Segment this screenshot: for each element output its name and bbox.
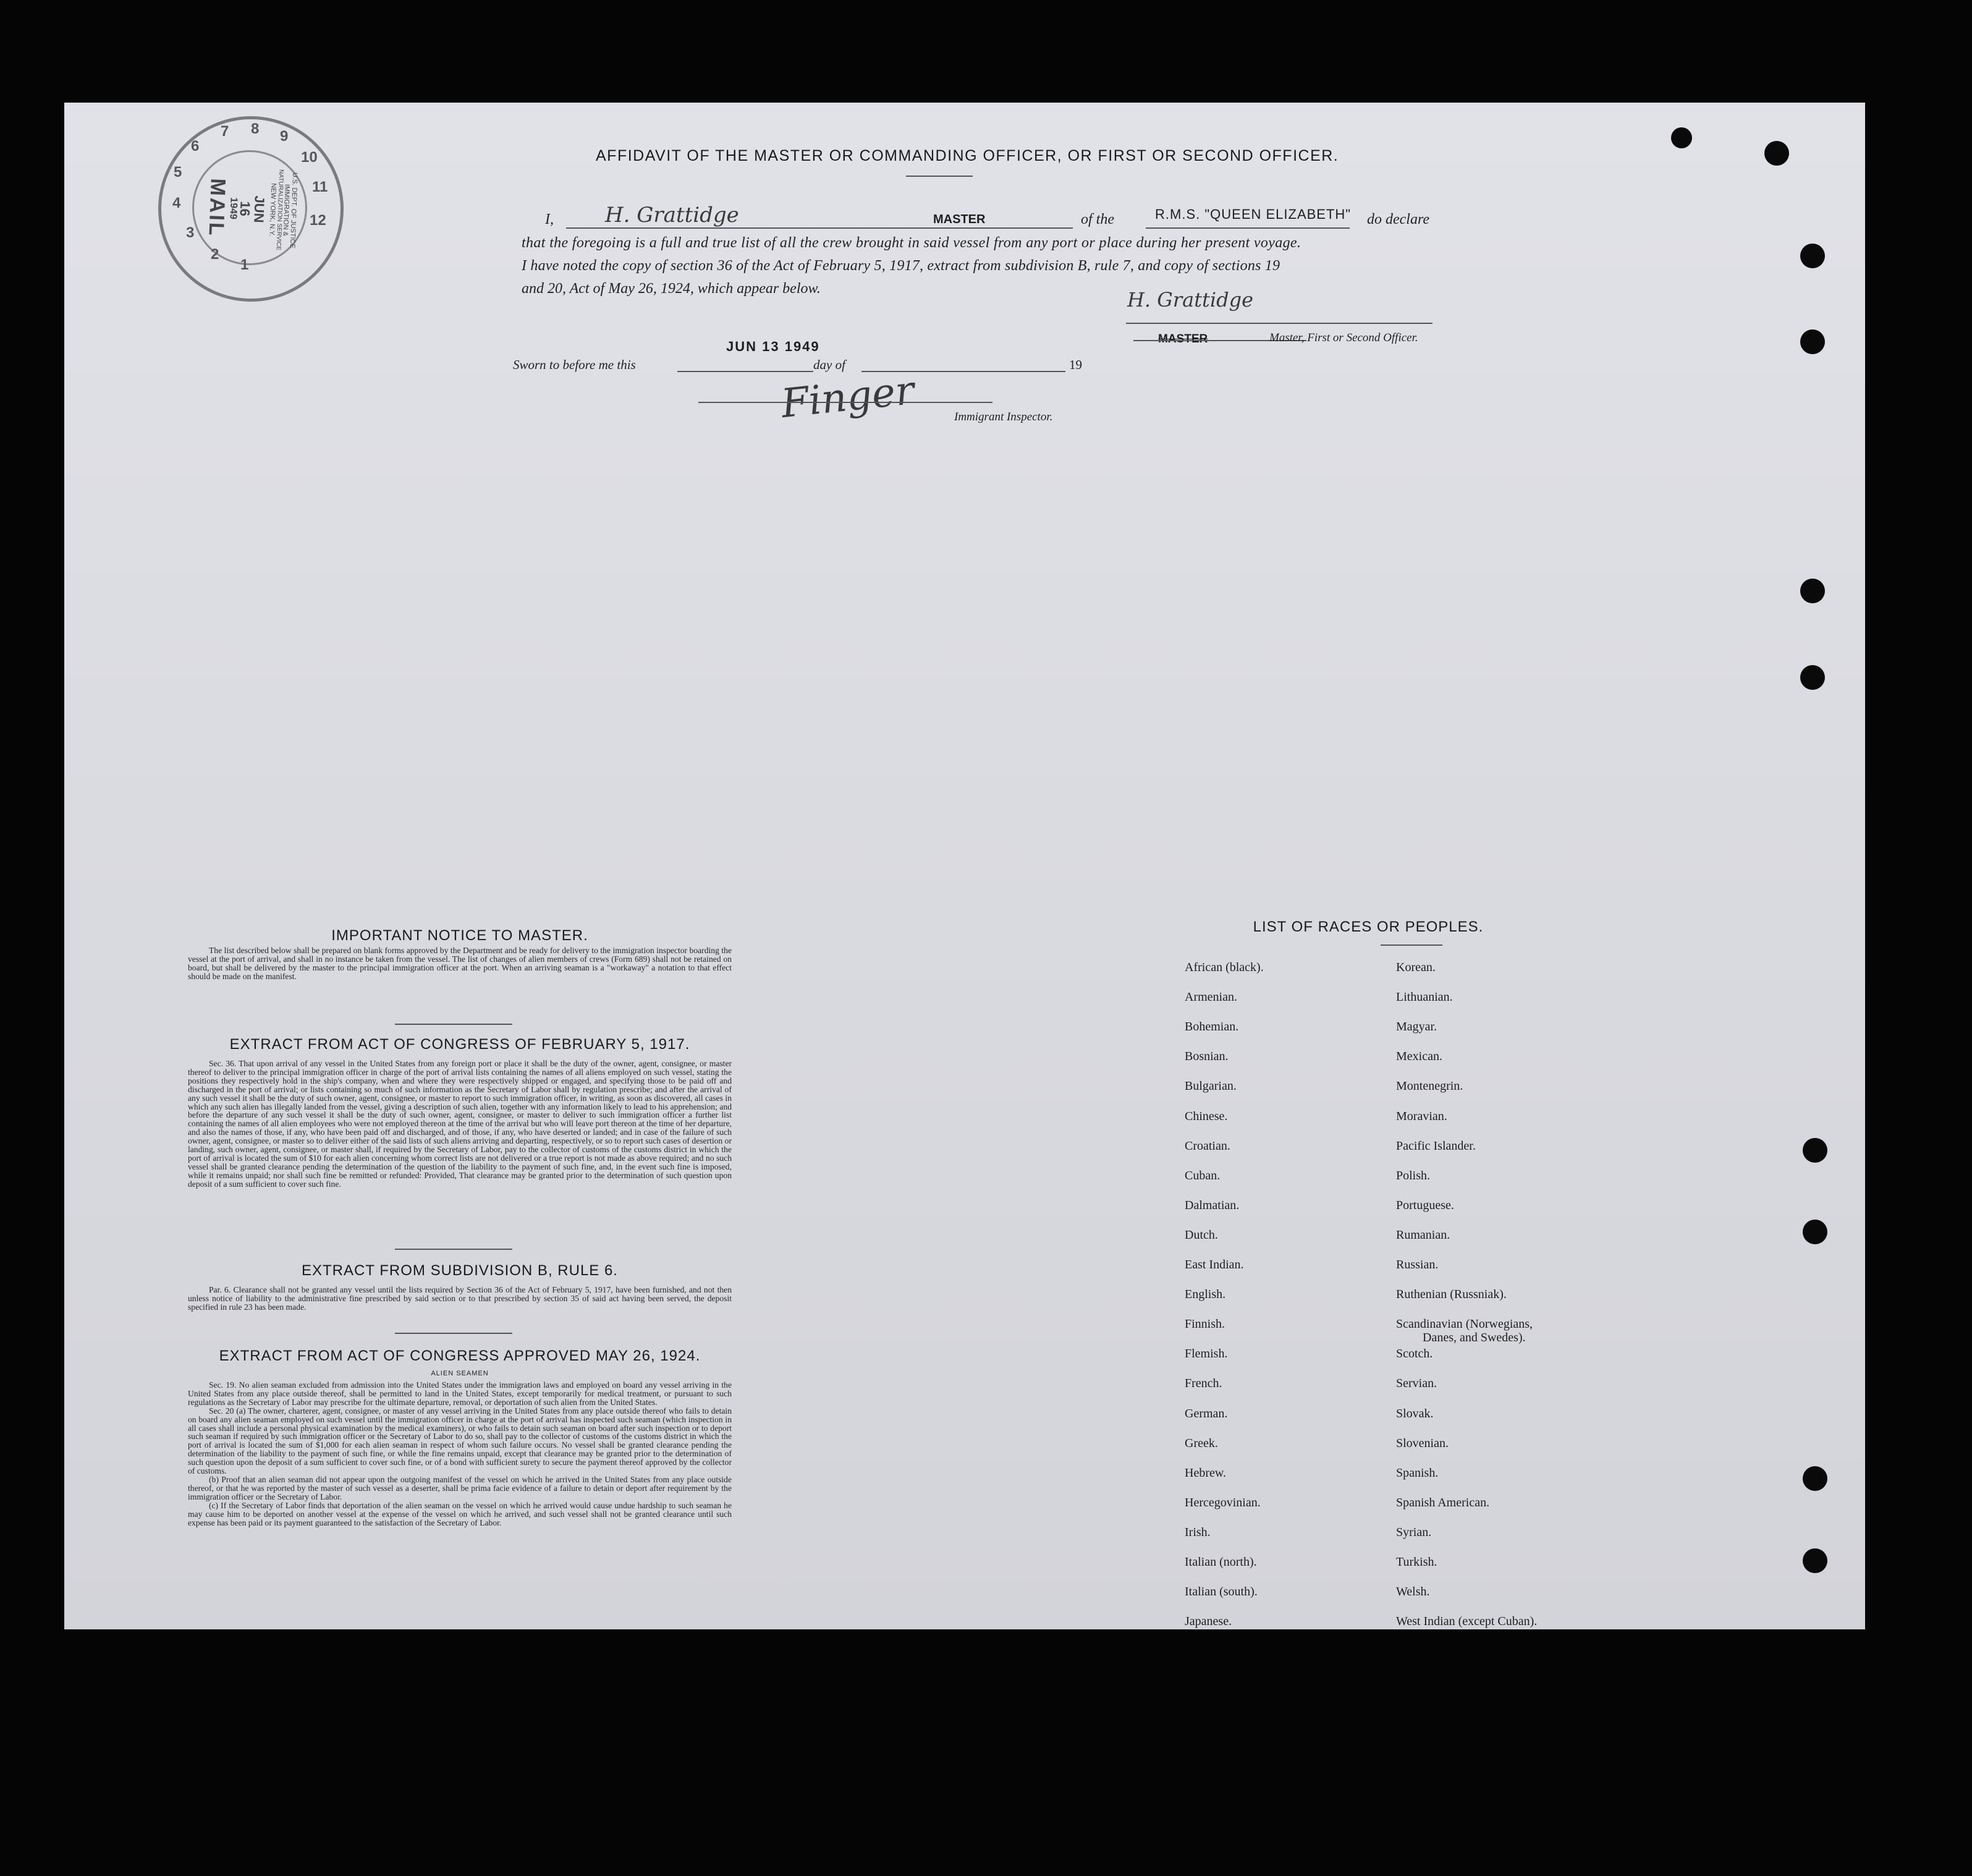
- section-divider: [395, 1333, 512, 1334]
- race-item: African (black).: [1185, 961, 1264, 974]
- race-item: Scotch.: [1396, 1347, 1433, 1361]
- stamp-ring-digit: 7: [221, 123, 229, 140]
- race-item: Bulgarian.: [1185, 1079, 1237, 1093]
- race-item: Bosnian.: [1185, 1050, 1229, 1064]
- notice-paragraph: The list described below shall be prepared on blank forms approved by the Department and be ready for delivery to the immigration inspector boarding the vessel at the port of arrival, and shall in no instance be taken from the vessel. The list of changes of alien members of crews (Form 689) shall not be retained on board, but shall be delivered by the master to the principal immigration officer at the port. When an arriving seaman is a "workaway" a notation to that effect should be made on the manifest.: [188, 946, 732, 981]
- race-item: Spanish.: [1396, 1466, 1439, 1480]
- manifest-page: [64, 103, 1865, 1629]
- race-item: Welsh.: [1396, 1585, 1430, 1599]
- race-item: Korean.: [1396, 961, 1436, 974]
- punch-hole: [1800, 579, 1825, 603]
- act-1924-sec-20c: (c) If the Secretary of Labor finds that deportation of the alien seaman on the vessel on which he arrived would cause undue hardship to such seaman he may cause him to be deported on another vessel at the expense of the vessel on which he arrived, and such vessel shall not be granted clearance until such expense has been paid or its payment guaranteed to the satisfaction of the Secretary of Labor.: [188, 1500, 732, 1527]
- stamp-year: 1949: [227, 197, 239, 220]
- act-1924-sec-20b: (b) Proof that an alien seaman did not appear upon the outgoing manifest of the vessel on which he arrived in the United States from any place outside thereof, or that he was reported by the master of such vessel as a deserter, shall be prima facie evidence of a failure to detain or deport after requirement by the immigration officer or the Secretary of Labor.: [188, 1474, 732, 1501]
- race-item-continued: Danes, and Swedes).: [1423, 1331, 1526, 1345]
- race-item: Croatian.: [1185, 1139, 1230, 1153]
- section-divider: [395, 1024, 512, 1025]
- act-1924-subtitle: ALIEN SEAMEN: [431, 1370, 489, 1377]
- race-item: Magyar.: [1396, 1020, 1437, 1034]
- name-underline: [566, 227, 1073, 229]
- race-item: English.: [1185, 1288, 1226, 1302]
- inspector-line: [698, 402, 992, 403]
- races-title-divider: [1381, 944, 1442, 946]
- race-item: Spanish American.: [1396, 1495, 1490, 1509]
- race-item: Ruthenian (Russniak).: [1396, 1288, 1507, 1302]
- sworn-date-underline: [677, 371, 813, 372]
- punch-hole: [1803, 1138, 1827, 1163]
- vessel-name: R.M.S. "QUEEN ELIZABETH": [1155, 206, 1352, 222]
- race-item: Dalmatian.: [1185, 1198, 1240, 1212]
- master-name-signature: H. Grattidge: [605, 203, 739, 227]
- stamp-ring-digit: 8: [251, 121, 260, 137]
- act-1924-text: [188, 1381, 732, 1527]
- race-item: Moravian.: [1396, 1109, 1447, 1123]
- stamp-ring-digit: 2: [211, 246, 219, 263]
- race-item: Scandinavian (Norwegians,: [1396, 1317, 1533, 1331]
- races-title: LIST OF RACES OR PEOPLES.: [1253, 919, 1484, 935]
- signature-line: [1126, 323, 1432, 324]
- race-item: Lithuanian.: [1396, 990, 1453, 1004]
- rule-6-paragraph: Par. 6. Clearance shall not be granted any vessel until the lists required by Section 36 of the Act of February 5, 1917, have been furnished, and not then unless notice of liability to the administrative fine prescribed by said section or to that prescribed by section 35 of said act having been served, the deposit specified in rule 23 has been made.: [188, 1285, 732, 1312]
- race-item: Irish.: [1185, 1525, 1211, 1539]
- race-item: Slovenian.: [1396, 1436, 1449, 1450]
- inspector-caption: Immigrant Inspector.: [954, 410, 1053, 423]
- race-item: Dutch.: [1185, 1228, 1218, 1242]
- race-item: Montenegrin.: [1396, 1079, 1463, 1093]
- race-item: French.: [1185, 1377, 1222, 1391]
- stamp-text: [158, 116, 344, 302]
- affidavit-line-3: I have noted the copy of section 36 of the Act of February 5, 1917, extract from subdivision B, rule 7, and copy of sections 19: [522, 258, 1280, 274]
- race-item: Rumanian.: [1396, 1228, 1450, 1242]
- affidavit-i-label: I,: [545, 211, 554, 227]
- punch-hole: [1764, 141, 1789, 166]
- master-signature: H. Grattidge: [1127, 288, 1254, 312]
- race-item: Pacific Islander.: [1396, 1139, 1476, 1153]
- race-item: Russian.: [1396, 1258, 1439, 1271]
- vessel-underline: [1146, 227, 1350, 229]
- race-item: Armenian.: [1185, 990, 1237, 1004]
- race-item: Italian (north).: [1185, 1555, 1257, 1569]
- title-divider: [906, 176, 973, 177]
- stamp-ring-digit: 4: [172, 195, 181, 211]
- act-1917-paragraph: Sec. 36. That upon arrival of any vessel in the United States from any foreign port or place it shall be the duty of the owner, agent, consignee, or master thereof to deliver to the principal immigration officer in charge of the port of arrival lists containing the names of all aliens employed on such vessel, stating the positions they respectively hold in the ship's company, when and where they were respectively shipped or engaged, and specifying those to be paid off and discharged in the port of arrival; or lists containing so much of such information as the Secretary of Labor shall by regulation prescribe; and after the arrival of any such vessel it shall be the duty of such owner, agent, consignee, or master to report to such immigration officer, in writing, as soon as discovered, all cases in which any such alien has illegally landed from the vessel, giving a description of such alien, together with any information likely to lead to his apprehension; and before the departure of any such vessel it shall be the duty of such owner, agent, consignee, or master to deliver to such immigration officer a further list containing the names of all alien employees who were not employed thereon at the time of the arrival but who will leave port thereon at the time of her departure, and also the names of those, if any, who have been paid off and discharged, and of those, if any, who have deserted or landed; and in case of the failure of such owner, agent, consignee, or master so to deliver either of the said lists of such aliens arriving and departing, respectively, or so to report such cases of desertion or landing, such owner, agent, consignee, or master shall, if required by the Secretary of Labor, pay to the collector of customs of the customs district in which the port of arrival is located the sum of $10 for each alien concerning whom correct lists are not delivered or a true report is not made as above required; and no such vessel shall be granted clearance pending the determination of the question of the liability to the payment of such fine, and, in the event such fine is imposed, while it remains unpaid; nor shall such fine be remitted or refunded: Provided, That clearance may be granted prior to the determination of such question upon deposit of a sum sufficient to cover such fine.: [188, 1059, 732, 1189]
- stamp-mail: MAIL: [204, 177, 230, 238]
- affidavit-title: AFFIDAVIT OF THE MASTER OR COMMANDING OFFICER, OR FIRST OR SECOND OFFICER.: [596, 147, 1339, 164]
- signer-caption: Master, First or Second Officer.: [1269, 331, 1418, 344]
- stamp-service-2: NATURALIZATION SERVICE: [274, 169, 285, 251]
- stamp-service: IMMIGRATION &: [281, 184, 291, 237]
- stamp-ring-digit: 11: [312, 179, 328, 195]
- punch-hole: [1800, 665, 1825, 690]
- section-divider: [395, 1249, 512, 1250]
- race-item: Mexican.: [1396, 1050, 1442, 1064]
- stamp-ring-digit: 12: [310, 212, 326, 229]
- affidavit-do-declare: do declare: [1367, 211, 1430, 227]
- affidavit-of-the: of the: [1081, 211, 1114, 227]
- race-item: Japanese.: [1185, 1615, 1232, 1629]
- race-item: Flemish.: [1185, 1347, 1228, 1361]
- stamp-dept: U.S. DEPT. OF JUSTICE: [288, 172, 299, 248]
- affidavit-line-4: and 20, Act of May 26, 1924, which appear below.: [522, 281, 821, 297]
- punch-hole: [1803, 1548, 1827, 1573]
- race-item: Cuban.: [1185, 1168, 1221, 1182]
- punch-hole: [1803, 1220, 1827, 1244]
- notice-title: IMPORTANT NOTICE TO MASTER.: [331, 927, 588, 944]
- act-1924-sec-20a: Sec. 20 (a) The owner, charterer, agent, consignee, or master of any vessel arriving in the United States from any place outside thereof who fails to detain on board any alien seaman employed on such vessel until the immigration officer in charge at the port of arrival has inspected such seaman (which inspection in all cases shall include a personal physical examination by the medical examiners), or who fails to detain such seaman on board after such inspection or to deport such seaman if required by such immigration officer or the Secretary of Labor to do so, shall pay to the collector of customs of the customs district in which the port of arrival is located the sum of $1,000 for each alien seaman in respect of whom such failure occurs. No vessel shall be granted clearance pending the determination of the liability to the payment of such fine, or while the fine remains unpaid, except that clearance may be granted prior to the determination of such question upon the deposit of a sum sufficient to cover such fine, or of a bond with sufficient surety to secure the payment thereof approved by the collector of customs.: [188, 1406, 732, 1476]
- race-item: East Indian.: [1185, 1258, 1244, 1271]
- race-item: Hebrew.: [1185, 1466, 1227, 1480]
- stamp-ring-digit: 5: [174, 164, 182, 180]
- sworn-date: JUN 13 1949: [726, 339, 820, 354]
- notice-text: [188, 946, 732, 981]
- immigration-mail-stamp: [158, 116, 344, 302]
- race-item: Finnish.: [1185, 1317, 1225, 1331]
- act-1924-title: EXTRACT FROM ACT OF CONGRESS APPROVED MAY 26, 1924.: [219, 1348, 701, 1364]
- stamp-ring-digit: 3: [186, 224, 195, 241]
- race-item: Turkish.: [1396, 1555, 1437, 1569]
- race-item: Polish.: [1396, 1168, 1431, 1182]
- sworn-year-prefix: 19: [1069, 357, 1082, 372]
- stamp-day: 16: [237, 200, 253, 217]
- act-1917-text: [188, 1059, 732, 1189]
- sworn-label: Sworn to before me this: [513, 357, 636, 372]
- race-item: West Indian (except Cuban).: [1396, 1615, 1538, 1629]
- stamp-ring-digit: 9: [280, 128, 289, 145]
- punch-hole: [1671, 127, 1692, 148]
- stamp-ring-digit: 10: [301, 149, 318, 166]
- race-item: Slovak.: [1396, 1406, 1434, 1420]
- race-item: Bohemian.: [1185, 1020, 1239, 1034]
- stamp-month: JUN: [250, 195, 268, 223]
- race-item: Hercegovinian.: [1185, 1495, 1261, 1509]
- inspector-signature: Finger: [779, 367, 916, 428]
- affidavit-line-2: that the foregoing is a full and true list of all the crew brought in said vessel from any port or place during her present voyage.: [522, 235, 1301, 251]
- punch-hole: [1800, 329, 1825, 354]
- rule-6-text: [188, 1286, 732, 1312]
- race-item: Servian.: [1396, 1377, 1437, 1391]
- sworn-day-of: day of: [813, 357, 845, 372]
- race-item: Syrian.: [1396, 1525, 1432, 1539]
- punch-hole: [1803, 1466, 1827, 1491]
- race-item: Portuguese.: [1396, 1198, 1454, 1212]
- affidavit-rank: MASTER: [933, 213, 986, 226]
- stamp-ring-digit: 6: [191, 138, 200, 155]
- race-item: Chinese.: [1185, 1109, 1228, 1123]
- stamp-location: NEW YORK, N.Y.: [268, 183, 277, 237]
- stamp-ring-digit: 1: [240, 257, 249, 273]
- punch-hole: [1800, 244, 1825, 268]
- act-1924-sec-19: Sec. 19. No alien seaman excluded from admission into the United States under the immigration laws and employed on board any vessel arriving in the United States from any place outside thereof, shall be permitted to land in the United States, except temporarily for medical treatment, or pursuant to such regulations as the Secretary of Labor may prescribe for the ultimate departure, removal, or deportation of such alien from the United States.: [188, 1380, 732, 1407]
- act-1917-title: EXTRACT FROM ACT OF CONGRESS OF FEBRUARY 5, 1917.: [229, 1036, 690, 1053]
- rule-6-title: EXTRACT FROM SUBDIVISION B, RULE 6.: [302, 1262, 618, 1279]
- race-item: Greek.: [1185, 1436, 1218, 1450]
- race-item: German.: [1185, 1406, 1228, 1420]
- signer-rank: MASTER: [1158, 333, 1208, 346]
- race-item: Italian (south).: [1185, 1585, 1258, 1599]
